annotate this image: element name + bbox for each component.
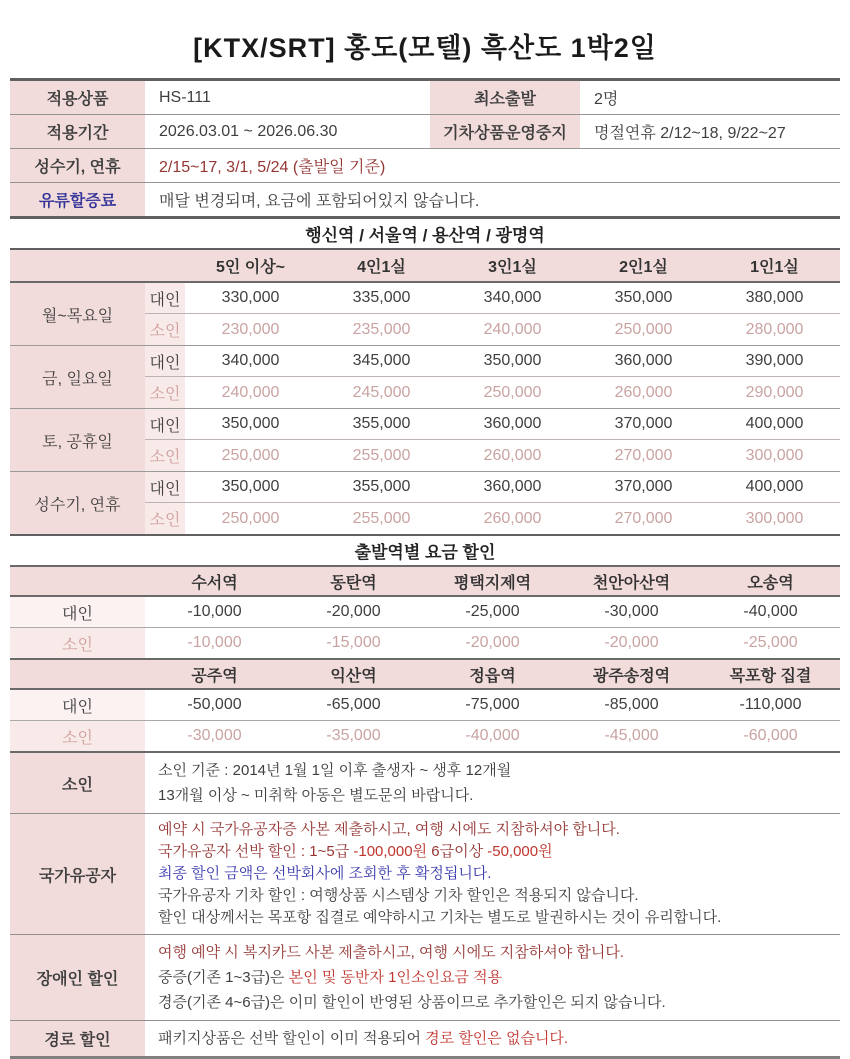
- note-row-child-policy: [10, 753, 840, 814]
- note-line: [158, 758, 836, 783]
- departure-stations-title: 행신역 / 서울역 / 용산역 / 광명역: [305, 226, 545, 245]
- text-segment: 본인 및 동반자 1인소인요금 적용: [288, 969, 503, 986]
- empty-header-cell: [10, 660, 145, 688]
- note-line: [158, 885, 836, 907]
- text-segment: -50,000원: [487, 843, 553, 860]
- price-cell: 255,000: [352, 509, 411, 527]
- note-line: [158, 1026, 836, 1051]
- note-row-national-merit: [10, 814, 840, 935]
- adult-row-label: 대인: [145, 346, 185, 377]
- text-segment: 6급이상: [427, 843, 488, 860]
- price-cell: 355,000: [316, 409, 447, 440]
- info-label: 성수기, 연휴: [10, 149, 145, 182]
- day-cell: 금, 일요일: [10, 346, 145, 408]
- empty-header-cell: [10, 567, 145, 595]
- table-row: [10, 597, 840, 628]
- discount-table-header: [10, 658, 840, 690]
- station-header: 동탄역: [330, 574, 377, 592]
- price-row-group: [10, 346, 840, 409]
- info-value: 명절연휴 2/12~18, 9/22~27: [594, 125, 786, 142]
- station-header: 익산역: [330, 667, 377, 685]
- text-segment: 경증(기존 4~6급)은 이미 할인이 반영된 상품이므로 추가할인은 되지 않습니다.: [158, 994, 666, 1011]
- note-row-senior-discount: [10, 1021, 840, 1056]
- price-cell: 370,000: [578, 409, 709, 440]
- discount-cell: -20,000: [465, 634, 520, 651]
- station-header: 정읍역: [469, 667, 516, 685]
- price-cell: 230,000: [221, 320, 280, 338]
- note-body: [145, 1021, 840, 1056]
- column-header: 4인1실: [357, 259, 406, 276]
- discount-cell: -20,000: [326, 603, 381, 620]
- info-value: 매달 변경되며, 요금에 포함되어있지 않습니다.: [159, 193, 480, 210]
- price-cell: 370,000: [578, 472, 709, 503]
- note-label: 국가유공자: [10, 814, 145, 934]
- price-table-header: [10, 250, 840, 283]
- discount-cell: -30,000: [604, 603, 659, 620]
- day-cell: 토, 공휴일: [10, 409, 145, 471]
- adult-row-label: 대인: [145, 409, 185, 440]
- discount-cell: -15,000: [326, 634, 381, 651]
- adult-row-label: 대인: [10, 690, 145, 720]
- day-cell: 월~목요일: [10, 283, 145, 345]
- price-cell: 255,000: [352, 446, 411, 464]
- note-line: [158, 783, 836, 808]
- price-cell: 330,000: [185, 283, 316, 314]
- text-segment: 13개월 이상 ~ 미취학 아동은 별도문의 바랍니다.: [158, 787, 474, 804]
- note-line: [158, 907, 836, 929]
- discount-cell: -40,000: [743, 603, 798, 620]
- table-row: [10, 628, 840, 658]
- discount-cell: -40,000: [465, 727, 520, 744]
- price-cell: 400,000: [709, 409, 840, 440]
- column-header: 5인 이상~: [215, 259, 286, 276]
- column-header: 2인1실: [619, 259, 668, 276]
- info-label: 적용상품: [10, 81, 145, 114]
- discount-cell: -50,000: [187, 696, 242, 713]
- price-row-group: [10, 409, 840, 472]
- text-segment: 소인 기준 : 2014년 1월 1일 이후 출생자 ~ 생후 12개월: [158, 762, 512, 779]
- info-value: 2/15~17, 3/1, 5/24 (출발일 기준): [159, 159, 386, 176]
- price-cell: 235,000: [352, 320, 411, 338]
- price-cell: 335,000: [316, 283, 447, 314]
- text-segment: 할인 대상께서는 목포항 집결로 예약하시고 기차는 별도로 발권하시는 것이 유리합니다.: [158, 909, 722, 926]
- column-header: 3인1실: [488, 259, 537, 276]
- note-line: [158, 940, 836, 965]
- text-segment: 패키지상품은 선박 할인이 이미 적용되어: [158, 1030, 426, 1047]
- station-header: 오송역: [747, 574, 794, 592]
- price-cell: 300,000: [745, 509, 804, 527]
- price-cell: 260,000: [483, 446, 542, 464]
- price-cell: 270,000: [614, 446, 673, 464]
- notes-table: [10, 751, 840, 1059]
- station-header: 광주송정역: [592, 667, 671, 685]
- child-row-label: 소인: [10, 628, 145, 658]
- station-discount-title: 출발역별 요금 할인: [354, 543, 496, 562]
- price-cell: 350,000: [578, 283, 709, 314]
- station-header: 평택지제역: [453, 574, 532, 592]
- note-line: [158, 990, 836, 1015]
- text-segment: 중증(기존 1~3급)은: [158, 969, 289, 986]
- text-segment: -100,000원: [353, 843, 428, 860]
- info-label: 최소출발: [430, 81, 580, 114]
- price-cell: 345,000: [316, 346, 447, 377]
- day-cell: 성수기, 연휴: [10, 472, 145, 534]
- text-segment: 국가유공자 기차 할인 : 여행상품 시스템상 기차 할인은 적용되지 않습니다.: [158, 887, 639, 904]
- note-line: [158, 841, 836, 863]
- child-row-label: 소인: [145, 314, 185, 345]
- info-table: [10, 78, 840, 219]
- price-cell: 250,000: [221, 446, 280, 464]
- discount-cell: -25,000: [465, 603, 520, 620]
- table-row: [10, 81, 840, 115]
- price-cell: 250,000: [483, 383, 542, 401]
- note-line: [158, 965, 836, 990]
- note-row-disabled-discount: [10, 935, 840, 1021]
- station-header: 천안아산역: [592, 574, 671, 592]
- price-cell: 250,000: [221, 509, 280, 527]
- price-cell: 290,000: [745, 383, 804, 401]
- discount-table: [10, 565, 840, 658]
- discount-cell: -110,000: [739, 696, 802, 713]
- price-cell: 360,000: [447, 409, 578, 440]
- price-cell: 355,000: [316, 472, 447, 503]
- child-row-label: 소인: [145, 377, 185, 408]
- price-cell: 300,000: [745, 446, 804, 464]
- note-label: 소인: [10, 753, 145, 813]
- child-row-label: 소인: [145, 440, 185, 471]
- table-row: [10, 115, 840, 149]
- discount-cell: -45,000: [604, 727, 659, 744]
- price-cell: 260,000: [614, 383, 673, 401]
- price-cell: 260,000: [483, 509, 542, 527]
- child-row-label: 소인: [145, 503, 185, 534]
- price-cell: 245,000: [352, 383, 411, 401]
- discount-cell: -30,000: [187, 727, 242, 744]
- discount-cell: -10,000: [187, 634, 242, 651]
- discount-table: [10, 658, 840, 751]
- text-segment: 국가유공자 선박 할인 : 1~5급: [158, 843, 354, 860]
- discount-cell: -10,000: [187, 603, 242, 620]
- price-cell: 380,000: [709, 283, 840, 314]
- table-row: [10, 721, 840, 751]
- price-cell: 240,000: [483, 320, 542, 338]
- note-line: [158, 863, 836, 885]
- price-row-group: [10, 283, 840, 346]
- discount-cell: -65,000: [326, 696, 381, 713]
- text-segment: 최종 할인 금액은 선박회사에 조회한 후 확정됩니다.: [158, 865, 492, 882]
- price-cell: 340,000: [447, 283, 578, 314]
- text-segment: 여행 예약 시 복지카드 사본 제출하시고, 여행 시에도 지참하셔야 합니다.: [158, 944, 625, 961]
- adult-row-label: 대인: [145, 472, 185, 503]
- note-line: [158, 819, 836, 841]
- info-label: 기차상품운영중지: [430, 115, 580, 148]
- discount-cell: -25,000: [743, 634, 798, 651]
- price-table: [10, 248, 840, 536]
- price-cell: 360,000: [578, 346, 709, 377]
- price-cell: 400,000: [709, 472, 840, 503]
- price-cell: 360,000: [447, 472, 578, 503]
- price-cell: 240,000: [221, 383, 280, 401]
- text-segment: 경로 할인은 없습니다.: [425, 1030, 569, 1047]
- discount-cell: -85,000: [604, 696, 659, 713]
- info-value: 2명: [594, 91, 619, 108]
- note-label: 장애인 할인: [10, 935, 145, 1020]
- discount-cell: -35,000: [326, 727, 381, 744]
- station-header: 목포항 집결: [729, 667, 812, 685]
- note-body: [145, 814, 840, 934]
- column-header: 1인1실: [750, 259, 799, 276]
- note-body: [145, 753, 840, 813]
- empty-header-cell: [10, 250, 185, 281]
- price-cell: 250,000: [614, 320, 673, 338]
- discount-cell: -20,000: [604, 634, 659, 651]
- child-row-label: 소인: [10, 721, 145, 751]
- info-label: 적용기간: [10, 115, 145, 148]
- info-label: 유류할증료: [10, 183, 145, 216]
- note-body: [145, 935, 840, 1020]
- price-cell: 350,000: [185, 409, 316, 440]
- table-row: [10, 149, 840, 183]
- price-cell: 270,000: [614, 509, 673, 527]
- station-header: 수서역: [191, 574, 238, 592]
- price-cell: 350,000: [447, 346, 578, 377]
- price-cell: 280,000: [745, 320, 804, 338]
- page-title: [KTX/SRT] 홍도(모텔) 흑산도 1박2일: [193, 33, 657, 63]
- discount-cell: -60,000: [743, 727, 798, 744]
- text-segment: 예약 시 국가유공자증 사본 제출하시고, 여행 시에도 지참하셔야 합니다.: [158, 821, 620, 838]
- info-value: HS-111: [159, 88, 211, 106]
- table-row: [10, 183, 840, 216]
- table-row: [10, 690, 840, 721]
- price-cell: 350,000: [185, 472, 316, 503]
- discount-table-header: [10, 565, 840, 597]
- station-header: 공주역: [191, 667, 238, 685]
- price-row-group: [10, 472, 840, 534]
- price-cell: 340,000: [185, 346, 316, 377]
- adult-row-label: 대인: [145, 283, 185, 314]
- price-cell: 390,000: [709, 346, 840, 377]
- info-value: 2026.03.01 ~ 2026.06.30: [159, 122, 338, 140]
- adult-row-label: 대인: [10, 597, 145, 627]
- discount-cell: -75,000: [465, 696, 520, 713]
- note-label: 경로 할인: [10, 1021, 145, 1056]
